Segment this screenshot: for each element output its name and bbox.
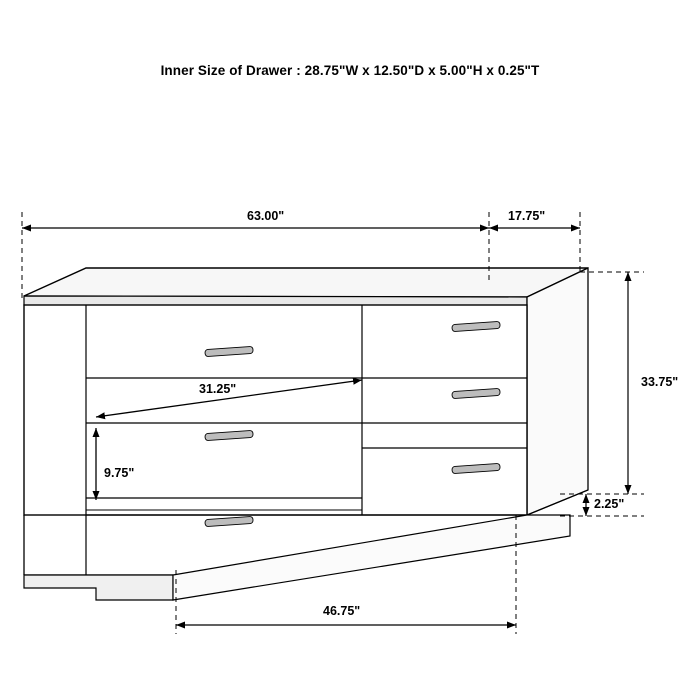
drawer-handle	[205, 516, 253, 526]
dim-label-drawer-height: 9.75"	[104, 466, 135, 480]
dresser-illustration	[24, 268, 588, 600]
dresser-top-surface	[24, 268, 588, 297]
dim-label-base-height: 2.25"	[594, 497, 625, 511]
dim-label-base-width: 46.75"	[323, 604, 361, 618]
dresser-base-plinth	[24, 575, 173, 600]
dim-label-overall-width: 63.00"	[247, 209, 285, 223]
dim-label-drawer-inner-width: 31.25"	[199, 382, 237, 396]
dresser-side-panel	[527, 268, 588, 515]
dresser-front-face	[24, 305, 527, 515]
dresser-base-right	[173, 515, 570, 600]
dim-label-overall-height: 33.75"	[641, 375, 679, 389]
dim-label-depth-width: 17.75"	[508, 209, 546, 223]
page-title: Inner Size of Drawer : 28.75"W x 12.50"D x 5.00"H x 0.25"T	[160, 63, 540, 78]
